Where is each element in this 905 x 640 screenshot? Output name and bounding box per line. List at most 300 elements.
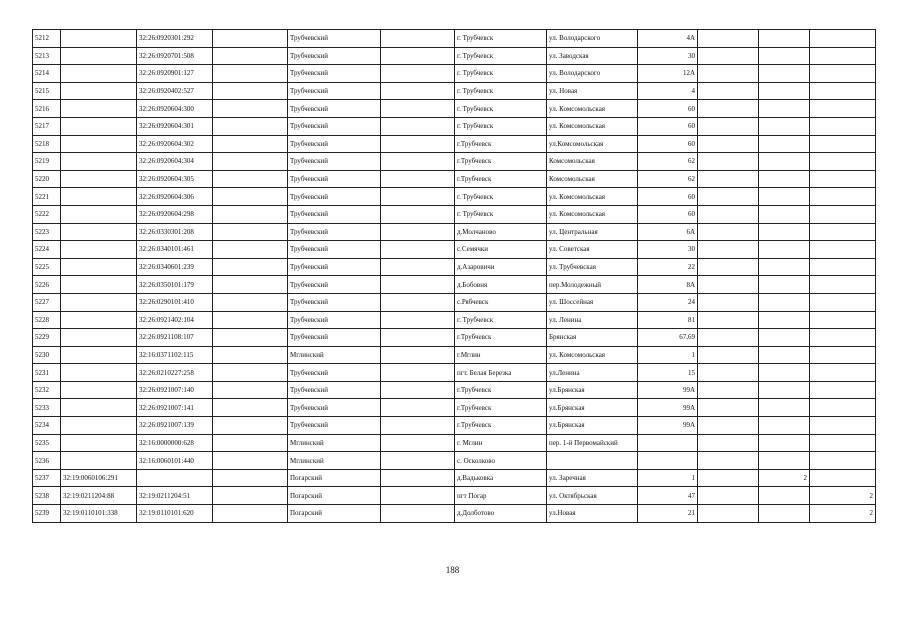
cell-value-col — [759, 82, 810, 100]
cell-blank-col-3 — [698, 293, 759, 311]
cell-blank-col — [213, 82, 288, 100]
cell-cadastral-number: 32:16:0000000:628 — [137, 434, 213, 452]
cell-district: Трубчевский — [288, 276, 381, 294]
cell-last-col — [810, 293, 876, 311]
cell-street: ул. Заводская — [547, 47, 638, 65]
cell-district: Мглинский — [288, 434, 381, 452]
cell-house-number: 81 — [638, 311, 698, 329]
cell-blank-col — [213, 65, 288, 83]
cell-blank-col — [213, 205, 288, 223]
cell-street: ул. Октябрьская — [547, 487, 638, 505]
cell-last-col — [810, 65, 876, 83]
cell-settlement: г.Трубчевск — [455, 381, 547, 399]
cell-district: Трубчевский — [288, 100, 381, 118]
cell-value-col — [759, 117, 810, 135]
cell-blank-col — [213, 364, 288, 382]
cell-value-col — [759, 153, 810, 171]
cell-blank-col — [213, 293, 288, 311]
cell-blank-col-2 — [381, 82, 455, 100]
cell-cadastral-number-old: 32:19:0060106:291 — [61, 469, 137, 487]
cell-record-number: 5213 — [33, 47, 61, 65]
cell-settlement: г.Трубчевск — [455, 153, 547, 171]
cell-cadastral-number: 32:19:0211204:51 — [137, 487, 213, 505]
cell-blank-col — [213, 258, 288, 276]
cell-blank-col — [213, 170, 288, 188]
cell-blank-col-3 — [698, 188, 759, 206]
cell-district: Трубчевский — [288, 30, 381, 48]
cell-blank-col-3 — [698, 170, 759, 188]
cell-settlement: г. Трубчевск — [455, 188, 547, 206]
cell-street: ул.Комсомольская — [547, 135, 638, 153]
cell-street: ул.Брянская — [547, 381, 638, 399]
cell-district: Мглинский — [288, 452, 381, 470]
cell-blank-col-2 — [381, 65, 455, 83]
cell-street — [547, 452, 638, 470]
cell-street: ул. Шоссейная — [547, 293, 638, 311]
cell-cadastral-number: 32:26:0920301:292 — [137, 30, 213, 48]
cell-last-col — [810, 170, 876, 188]
cell-record-number: 5228 — [33, 311, 61, 329]
cell-blank-col — [213, 469, 288, 487]
cell-settlement: г. Трубчевск — [455, 311, 547, 329]
table-row — [33, 381, 876, 399]
cell-cadastral-number: 32:26:0920604:304 — [137, 153, 213, 171]
cell-blank-col — [213, 329, 288, 347]
cell-value-col — [759, 329, 810, 347]
cell-blank-col — [213, 452, 288, 470]
cell-cadastral-number: 32:26:0920901:127 — [137, 65, 213, 83]
cell-blank-col — [213, 346, 288, 364]
cell-district: Трубчевский — [288, 82, 381, 100]
cell-blank-col-3 — [698, 82, 759, 100]
cell-blank-col-2 — [381, 100, 455, 118]
cell-street: ул. Заречная — [547, 469, 638, 487]
table-row — [33, 293, 876, 311]
cell-house-number: 21 — [638, 505, 698, 523]
cell-house-number: 62 — [638, 170, 698, 188]
cell-cadastral-number-old — [61, 241, 137, 259]
cell-house-number: 60 — [638, 135, 698, 153]
cell-blank-col-3 — [698, 258, 759, 276]
cell-blank-col — [213, 117, 288, 135]
cell-house-number: 99А — [638, 399, 698, 417]
cell-district: Трубчевский — [288, 241, 381, 259]
cell-record-number: 5215 — [33, 82, 61, 100]
cell-cadastral-number: 32:26:0921007:141 — [137, 399, 213, 417]
cell-cadastral-number-old — [61, 258, 137, 276]
cell-record-number: 5219 — [33, 153, 61, 171]
cell-house-number: 30 — [638, 47, 698, 65]
cell-last-col — [810, 153, 876, 171]
table-body — [33, 30, 876, 523]
cell-settlement: г.Трубчевск — [455, 417, 547, 435]
cell-cadastral-number-old — [61, 100, 137, 118]
cell-blank-col-2 — [381, 47, 455, 65]
cell-cadastral-number — [137, 469, 213, 487]
cell-blank-col-2 — [381, 188, 455, 206]
cell-value-col — [759, 452, 810, 470]
cell-street: ул. Новая — [547, 82, 638, 100]
cell-blank-col — [213, 30, 288, 48]
table-row — [33, 117, 876, 135]
cell-cadastral-number: 32:26:0921108:107 — [137, 329, 213, 347]
cell-record-number: 5224 — [33, 241, 61, 259]
cell-value-col — [759, 487, 810, 505]
cell-value-col — [759, 399, 810, 417]
cell-blank-col-2 — [381, 364, 455, 382]
cell-blank-col — [213, 505, 288, 523]
cell-record-number: 5234 — [33, 417, 61, 435]
cell-settlement: г. Трубчевск — [455, 117, 547, 135]
cell-district: Трубчевский — [288, 47, 381, 65]
cell-settlement: г.Трубчевск — [455, 329, 547, 347]
cell-cadastral-number-old — [61, 188, 137, 206]
cell-settlement: г.Трубчевск — [455, 399, 547, 417]
cell-blank-col-2 — [381, 469, 455, 487]
cell-value-col — [759, 434, 810, 452]
cell-value-col — [759, 258, 810, 276]
cell-settlement: д.Бобовня — [455, 276, 547, 294]
cell-blank-col — [213, 47, 288, 65]
cell-record-number: 5226 — [33, 276, 61, 294]
cell-record-number: 5220 — [33, 170, 61, 188]
cell-cadastral-number-old — [61, 47, 137, 65]
cell-district: Трубчевский — [288, 329, 381, 347]
cell-last-col — [810, 47, 876, 65]
table-row — [33, 205, 876, 223]
cell-settlement: г. Трубчевск — [455, 100, 547, 118]
table-row — [33, 434, 876, 452]
table-row — [33, 65, 876, 83]
cell-blank-col-2 — [381, 205, 455, 223]
cell-district: Трубчевский — [288, 153, 381, 171]
cell-last-col — [810, 329, 876, 347]
cell-record-number: 5212 — [33, 30, 61, 48]
cell-last-col — [810, 364, 876, 382]
table-row — [33, 487, 876, 505]
cell-blank-col-3 — [698, 100, 759, 118]
cell-district: Погарский — [288, 505, 381, 523]
cell-cadastral-number-old — [61, 223, 137, 241]
table-row — [33, 329, 876, 347]
cell-value-col — [759, 311, 810, 329]
cell-value-col — [759, 188, 810, 206]
cell-cadastral-number: 32:26:0920701:508 — [137, 47, 213, 65]
cell-record-number: 5237 — [33, 469, 61, 487]
cell-settlement: г. Мглин — [455, 434, 547, 452]
cell-house-number: 8А — [638, 276, 698, 294]
cell-street: ул.Брянская — [547, 417, 638, 435]
cell-value-col — [759, 346, 810, 364]
cell-street: пер.Молодежный — [547, 276, 638, 294]
cell-record-number: 5229 — [33, 329, 61, 347]
cell-district: Трубчевский — [288, 399, 381, 417]
cell-record-number: 5214 — [33, 65, 61, 83]
cell-cadastral-number: 32:16:0371102:115 — [137, 346, 213, 364]
cell-last-col — [810, 241, 876, 259]
cell-street: ул. Ленина — [547, 311, 638, 329]
cell-house-number: 12А — [638, 65, 698, 83]
cell-record-number: 5239 — [33, 505, 61, 523]
cell-cadastral-number-old — [61, 399, 137, 417]
cell-district: Трубчевский — [288, 223, 381, 241]
cell-blank-col-3 — [698, 276, 759, 294]
cell-record-number: 5222 — [33, 205, 61, 223]
cell-blank-col-2 — [381, 329, 455, 347]
cell-blank-col-2 — [381, 223, 455, 241]
cell-cadastral-number-old — [61, 276, 137, 294]
cell-cadastral-number-old — [61, 364, 137, 382]
cell-blank-col-3 — [698, 487, 759, 505]
table-row — [33, 188, 876, 206]
table-row — [33, 241, 876, 259]
cell-blank-col-3 — [698, 47, 759, 65]
cell-last-col — [810, 30, 876, 48]
cell-cadastral-number-old — [61, 434, 137, 452]
cell-house-number: 47 — [638, 487, 698, 505]
cell-house-number: 4А — [638, 30, 698, 48]
cell-cadastral-number: 32:26:0340601:239 — [137, 258, 213, 276]
cell-blank-col — [213, 399, 288, 417]
cell-settlement: с.Семячки — [455, 241, 547, 259]
table-row — [33, 30, 876, 48]
cell-street: ул. Трубчевская — [547, 258, 638, 276]
cell-value-col — [759, 276, 810, 294]
cell-blank-col — [213, 276, 288, 294]
cell-blank-col-2 — [381, 381, 455, 399]
cell-cadastral-number-old — [61, 311, 137, 329]
cell-value-col — [759, 505, 810, 523]
cell-record-number: 5216 — [33, 100, 61, 118]
cell-cadastral-number: 32:26:0210227:258 — [137, 364, 213, 382]
table-row — [33, 135, 876, 153]
cell-blank-col-3 — [698, 381, 759, 399]
cell-record-number: 5217 — [33, 117, 61, 135]
cell-cadastral-number: 32:19:0110101:620 — [137, 505, 213, 523]
cell-street: ул. Комсомольская — [547, 346, 638, 364]
cell-blank-col-2 — [381, 258, 455, 276]
cell-district: Трубчевский — [288, 364, 381, 382]
cell-street: ул.Новая — [547, 505, 638, 523]
cell-blank-col-2 — [381, 117, 455, 135]
cell-cadastral-number-old — [61, 65, 137, 83]
cell-record-number: 5238 — [33, 487, 61, 505]
cell-last-col — [810, 434, 876, 452]
cell-value-col — [759, 170, 810, 188]
cell-cadastral-number-old: 32:19:0110101:338 — [61, 505, 137, 523]
cell-blank-col-2 — [381, 505, 455, 523]
cell-record-number: 5235 — [33, 434, 61, 452]
cell-district: Трубчевский — [288, 381, 381, 399]
cell-blank-col-2 — [381, 487, 455, 505]
cell-cadastral-number-old — [61, 293, 137, 311]
cell-street: ул. Комсомольская — [547, 205, 638, 223]
cell-blank-col-2 — [381, 153, 455, 171]
cell-street: Брянская — [547, 329, 638, 347]
cell-blank-col-2 — [381, 241, 455, 259]
cell-cadastral-number: 32:26:0920604:301 — [137, 117, 213, 135]
cell-blank-col-2 — [381, 30, 455, 48]
cell-last-col — [810, 381, 876, 399]
cell-house-number: 62 — [638, 153, 698, 171]
cell-last-col — [810, 417, 876, 435]
cell-settlement: г.Трубчевск — [455, 135, 547, 153]
cell-district: Трубчевский — [288, 311, 381, 329]
table-row — [33, 153, 876, 171]
cell-settlement: г. Трубчевск — [455, 30, 547, 48]
cell-district: Мглинский — [288, 346, 381, 364]
cell-cadastral-number: 32:26:0921402:104 — [137, 311, 213, 329]
cell-blank-col-3 — [698, 205, 759, 223]
cell-house-number: 6А — [638, 223, 698, 241]
cell-blank-col-2 — [381, 293, 455, 311]
cell-blank-col-3 — [698, 505, 759, 523]
cell-district: Трубчевский — [288, 188, 381, 206]
cell-blank-col-3 — [698, 346, 759, 364]
cell-blank-col — [213, 135, 288, 153]
cell-cadastral-number: 32:26:0350101:179 — [137, 276, 213, 294]
cell-district: Трубчевский — [288, 117, 381, 135]
cell-cadastral-number-old — [61, 135, 137, 153]
cell-cadastral-number-old — [61, 117, 137, 135]
cell-value-col — [759, 135, 810, 153]
cell-house-number: 22 — [638, 258, 698, 276]
cell-cadastral-number-old — [61, 452, 137, 470]
cell-settlement: с.Рябчевск — [455, 293, 547, 311]
cell-record-number: 5225 — [33, 258, 61, 276]
cell-settlement: г. Трубчевск — [455, 65, 547, 83]
cell-last-col — [810, 258, 876, 276]
cell-cadastral-number: 32:16:0060101:440 — [137, 452, 213, 470]
cell-street: Комсомольская — [547, 153, 638, 171]
table-row — [33, 505, 876, 523]
cell-value-col — [759, 223, 810, 241]
cell-value-col — [759, 364, 810, 382]
cell-settlement: д.Молчаново — [455, 223, 547, 241]
cell-cadastral-number-old — [61, 205, 137, 223]
cell-street: ул.Ленина — [547, 364, 638, 382]
cell-record-number: 5223 — [33, 223, 61, 241]
cell-value-col — [759, 381, 810, 399]
cell-last-col — [810, 276, 876, 294]
cell-settlement: с. Осколково — [455, 452, 547, 470]
page-number: 188 — [445, 565, 460, 575]
cell-cadastral-number: 32:26:0920604:305 — [137, 170, 213, 188]
cell-cadastral-number-old — [61, 153, 137, 171]
cell-street: Комсомольская — [547, 170, 638, 188]
cell-last-col: 2 — [810, 487, 876, 505]
cell-record-number: 5218 — [33, 135, 61, 153]
cell-last-col — [810, 469, 876, 487]
cell-cadastral-number: 32:26:0340101:461 — [137, 241, 213, 259]
cell-house-number: 99А — [638, 417, 698, 435]
table-row — [33, 100, 876, 118]
cell-street: пер. 1-й Первомайский — [547, 434, 638, 452]
cell-district: Погарский — [288, 469, 381, 487]
cell-cadastral-number-old — [61, 170, 137, 188]
cell-settlement: г. Трубчевск — [455, 82, 547, 100]
cell-last-col — [810, 117, 876, 135]
cell-blank-col-3 — [698, 241, 759, 259]
cell-blank-col-3 — [698, 65, 759, 83]
cell-district: Трубчевский — [288, 170, 381, 188]
table-row — [33, 170, 876, 188]
cell-blank-col — [213, 153, 288, 171]
table-row — [33, 452, 876, 470]
cell-last-col — [810, 188, 876, 206]
cell-street: ул. Комсомольская — [547, 117, 638, 135]
cell-blank-col-2 — [381, 170, 455, 188]
cell-house-number — [638, 434, 698, 452]
cell-blank-col — [213, 311, 288, 329]
cell-blank-col-2 — [381, 135, 455, 153]
cell-blank-col — [213, 381, 288, 399]
cell-blank-col — [213, 223, 288, 241]
cell-settlement: пгт Погар — [455, 487, 547, 505]
cell-district: Трубчевский — [288, 65, 381, 83]
cell-blank-col — [213, 417, 288, 435]
cell-street: ул. Володарского — [547, 65, 638, 83]
cell-value-col: 2 — [759, 469, 810, 487]
cell-blank-col-2 — [381, 311, 455, 329]
cell-value-col — [759, 417, 810, 435]
cell-blank-col-2 — [381, 434, 455, 452]
cell-street: ул. Комсомольская — [547, 188, 638, 206]
table-row — [33, 346, 876, 364]
cell-record-number: 5231 — [33, 364, 61, 382]
cell-blank-col-3 — [698, 434, 759, 452]
cell-blank-col-3 — [698, 223, 759, 241]
cell-record-number: 5221 — [33, 188, 61, 206]
table-row — [33, 417, 876, 435]
table-row — [33, 364, 876, 382]
cell-settlement: г. Трубчевск — [455, 205, 547, 223]
cell-blank-col — [213, 487, 288, 505]
cell-last-col — [810, 346, 876, 364]
cell-blank-col-3 — [698, 399, 759, 417]
cell-district: Погарский — [288, 487, 381, 505]
cell-last-col — [810, 135, 876, 153]
cell-blank-col-3 — [698, 364, 759, 382]
cell-blank-col-3 — [698, 452, 759, 470]
cell-value-col — [759, 65, 810, 83]
cell-last-col — [810, 100, 876, 118]
cell-house-number: 60 — [638, 205, 698, 223]
cell-house-number: 15 — [638, 364, 698, 382]
cell-cadastral-number-old — [61, 381, 137, 399]
cell-settlement: г.Мглин — [455, 346, 547, 364]
cell-record-number: 5230 — [33, 346, 61, 364]
cell-cadastral-number: 32:26:0920402:527 — [137, 82, 213, 100]
table-row — [33, 82, 876, 100]
cell-house-number: 1 — [638, 346, 698, 364]
cell-blank-col-3 — [698, 469, 759, 487]
cell-blank-col-3 — [698, 311, 759, 329]
cell-blank-col — [213, 100, 288, 118]
cell-blank-col-2 — [381, 452, 455, 470]
cell-settlement: г.Трубчевск — [455, 170, 547, 188]
cell-record-number: 5233 — [33, 399, 61, 417]
cell-blank-col-2 — [381, 276, 455, 294]
cell-cadastral-number: 32:26:0920604:298 — [137, 205, 213, 223]
cell-last-col — [810, 205, 876, 223]
table-row — [33, 276, 876, 294]
cell-blank-col-2 — [381, 399, 455, 417]
cell-settlement: д.Долботово — [455, 505, 547, 523]
cell-district: Трубчевский — [288, 293, 381, 311]
table-row — [33, 399, 876, 417]
cell-cadastral-number: 32:26:0920604:306 — [137, 188, 213, 206]
